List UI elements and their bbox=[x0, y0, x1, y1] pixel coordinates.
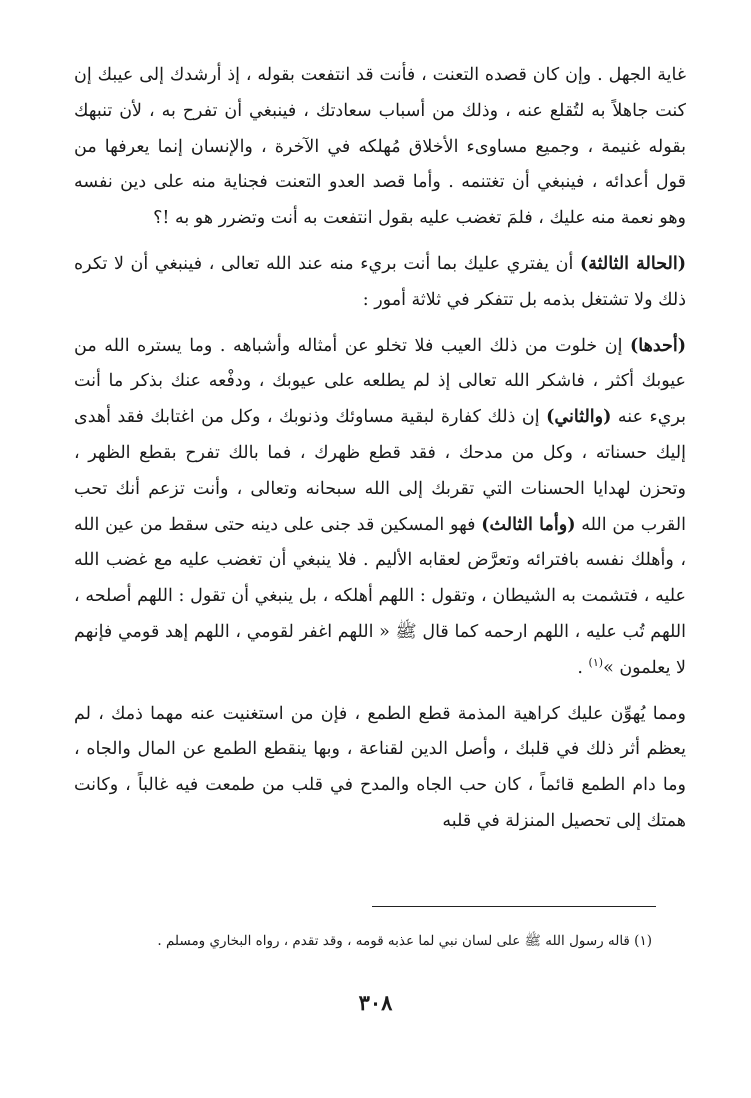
main-text bbox=[74, 58, 686, 850]
section-heading-inline: (وأما الثالث) bbox=[481, 514, 576, 535]
footnote-marker: (١) bbox=[588, 655, 604, 669]
paragraph-text: غاية الجهل . وإن كان قصده التعنت ، فأنت قد انتفعت بقوله ، إذ أرشدك إلى عيبك إن كنت جاهلاً به لتُقلع عنه ، وذلك من أسباب سعادتك ، فينبغي أن تفرح به ، لأن تنبهك بقوله غنيمة ، وجميع مساوىء الأخلاق مُهلكه في الآخرة ، والإنسان إنما يعرفها من قول أعدائه ، فينبغي أن تغتنمه . وأما قصد العدو التعنت فجناية منه على دين نفسه وهو نعمة منه عليك ، فلمَ تغضب عليه بقول انتفعت به أنت وتضرر هو به !؟ bbox=[74, 65, 686, 229]
section-heading-inline: (والثاني) bbox=[546, 407, 612, 428]
footnote-divider bbox=[372, 906, 656, 907]
paragraph-text: إن ذلك كفارة لبقية مساوئك وذنوبك ، وكل من اغتابك فقد أهدى إليك حسناته ، وكل من مدحك ، فقد قطع ظهرك ، فما بالك تفرح بقطع الظهر ، وتحزن لهدايا الحسنات التي تقربك إلى الله سبحانه وتعالى ، وأنت تزعم أنك تحب القرب من الله bbox=[74, 407, 686, 535]
paragraph-text: إن خلوت من ذلك العيب فلا تخلو عن أمثاله وأشباهه . وما يستره الله من عيوبك أكثر ، فاشكر الله تعالى إذ لم يطلعه على عيوبك ، ودفْعه عنك بذكر ما أنت بريء عنه bbox=[74, 335, 686, 428]
footnote: (١) قاله رسول الله ﷺ على لسان نبي لما عذبه قومه ، وقد تقدم ، رواه البخاري ومسلم . bbox=[157, 933, 652, 949]
section-heading-inline: (أحدها) bbox=[630, 335, 686, 356]
section-heading-inline: (الحالة الثالثة) bbox=[579, 253, 686, 274]
paragraph bbox=[74, 697, 686, 840]
paragraph-text: . bbox=[577, 657, 589, 678]
paragraph bbox=[74, 247, 686, 319]
paragraph-text: ومما يُهوِّن عليك كراهية المذمة قطع الطمع ، فإن من استغنيت عنه مهما ذمك ، لم يعظم أثر ذلك في قلبك ، وأصل الدين لقناعة ، وبها ينقطع الطمع عن المال والجاه ، وما دام الطمع قائماً ، كان حب الجاه والمدح في قلب من طمعت فيه غالباً ، وكانت همتك إلى تحصيل المنزلة في قلبه bbox=[74, 703, 686, 831]
page-number: ٣٠٨ bbox=[358, 990, 393, 1015]
paragraph-text: أن يفتري عليك بما أنت بريء منه عند الله تعالى ، فينبغي أن لا تكره ذلك ولا تشتغل بذمه بل تتفكر في ثلاثة أمور : bbox=[74, 253, 686, 310]
paragraph-text: فهو المسكين قد جنى على دينه حتى سقط من عين الله ، وأهلك نفسه بافترائه وتعرَّض لعقابه الأليم . فلا ينبغي أن تغضب عليه مع غضب الله عليه ، فتشمت به الشيطان ، وتقول : اللهم أهلكه ، بل ينبغي أن تقول : اللهم أصلحه ، اللهم تُب عليه ، اللهم ارحمه كما قال ﷺ « اللهم اغفر لقومي ، اللهم إهد قومي فإنهم لا يعلمون » bbox=[74, 514, 686, 678]
paragraph bbox=[74, 58, 686, 237]
paragraph bbox=[74, 329, 686, 687]
